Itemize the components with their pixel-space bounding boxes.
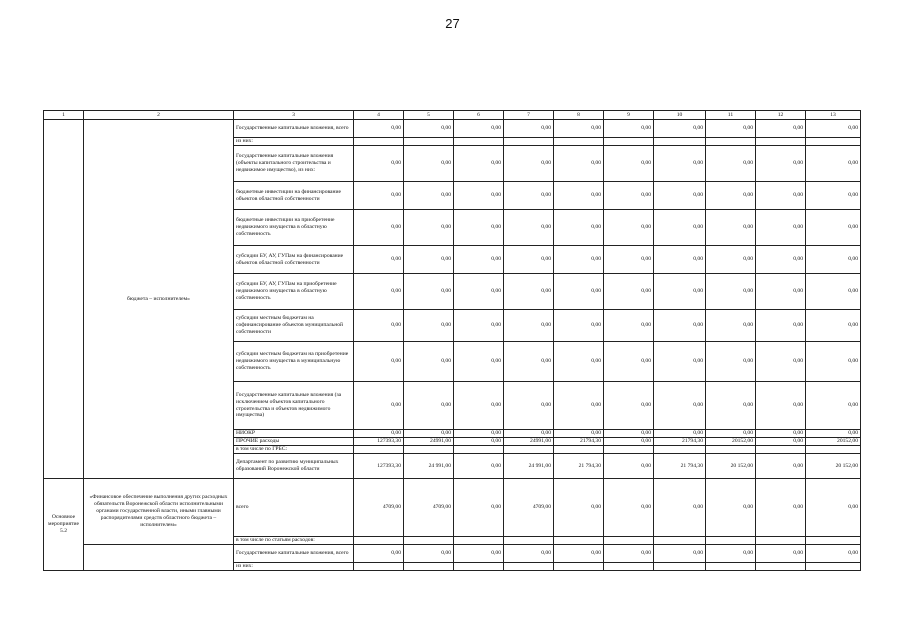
value-cell: 0,00 — [706, 430, 756, 438]
value-cell: 0,00 — [454, 545, 504, 563]
value-cell — [354, 446, 404, 454]
value-cell: 0,00 — [654, 182, 706, 210]
measure-name-cell: «Финансовое обеспечение выполнения других расходных обязательств Воронежской области исполнительными органами государственной власти, иными главными распорядителями средств областного бюджета – исполнителем» — [84, 479, 234, 545]
column-header-1: 1 — [44, 111, 84, 120]
value-cell: 0,00 — [354, 310, 404, 342]
column-header-4: 4 — [354, 111, 404, 120]
value-cell: 0,00 — [706, 120, 756, 138]
value-cell: 0,00 — [654, 545, 706, 563]
value-cell: 0,00 — [806, 479, 861, 537]
value-cell — [756, 537, 806, 545]
value-cell: 0,00 — [354, 342, 404, 382]
value-cell: 0,00 — [354, 182, 404, 210]
value-cell: 0,00 — [554, 310, 604, 342]
expense-label: в том числе по ГРБС: — [234, 446, 354, 454]
value-cell: 0,00 — [604, 246, 654, 274]
value-cell: 0,00 — [706, 210, 756, 246]
value-cell: 0,00 — [706, 182, 756, 210]
value-cell: 21 794,30 — [554, 454, 604, 479]
value-cell: 0,00 — [554, 246, 604, 274]
value-cell — [454, 446, 504, 454]
expense-label: Департамент по развитию муниципальных образований Воронежской области — [234, 454, 354, 479]
value-cell: 0,00 — [454, 274, 504, 310]
value-cell: 20 152,00 — [706, 454, 756, 479]
value-cell: 20152,00 — [806, 438, 861, 446]
value-cell — [404, 138, 454, 146]
expense-label: субсидии местным бюджетам на софинансирование объектов муниципальной собственности — [234, 310, 354, 342]
expense-label: в том числе по статьям расходов: — [234, 537, 354, 545]
value-cell: 0,00 — [554, 479, 604, 537]
value-cell: 0,00 — [504, 342, 554, 382]
value-cell: 0,00 — [504, 545, 554, 563]
value-cell — [504, 563, 554, 571]
value-cell: 0,00 — [706, 274, 756, 310]
value-cell: 0,00 — [706, 382, 756, 430]
value-cell: 0,00 — [654, 146, 706, 182]
value-cell: 0,00 — [756, 545, 806, 563]
value-cell: 0,00 — [504, 210, 554, 246]
value-cell: 127393,30 — [354, 454, 404, 479]
value-cell — [654, 446, 706, 454]
value-cell: 0,00 — [454, 454, 504, 479]
value-cell: 0,00 — [404, 210, 454, 246]
value-cell: 0,00 — [404, 146, 454, 182]
value-cell: 0,00 — [756, 146, 806, 182]
value-cell: 0,00 — [604, 210, 654, 246]
value-cell: 0,00 — [654, 274, 706, 310]
expense-label: из них: — [234, 563, 354, 571]
value-cell — [604, 537, 654, 545]
value-cell: 0,00 — [604, 274, 654, 310]
value-cell — [554, 563, 604, 571]
value-cell: 0,00 — [654, 310, 706, 342]
value-cell: 24991,00 — [404, 438, 454, 446]
value-cell: 20 152,00 — [806, 454, 861, 479]
value-cell: 0,00 — [756, 274, 806, 310]
table-row — [44, 120, 861, 138]
expense-label: бюджетные инвестиции на приобретение недвижимого имущества в областную собственность — [234, 210, 354, 246]
value-cell — [454, 138, 504, 146]
column-header-2: 2 — [84, 111, 234, 120]
column-header-10: 10 — [654, 111, 706, 120]
value-cell: 0,00 — [806, 120, 861, 138]
value-cell: 0,00 — [756, 382, 806, 430]
measure-cell: Основное мероприятие 5.2 — [44, 479, 84, 571]
value-cell: 0,00 — [706, 310, 756, 342]
value-cell — [806, 138, 861, 146]
value-cell — [756, 138, 806, 146]
value-cell: 0,00 — [756, 182, 806, 210]
value-cell: 0,00 — [554, 342, 604, 382]
value-cell: 0,00 — [354, 146, 404, 182]
column-header-9: 9 — [604, 111, 654, 120]
value-cell: 0,00 — [354, 210, 404, 246]
value-cell: 0,00 — [604, 382, 654, 430]
value-cell: 0,00 — [706, 246, 756, 274]
value-cell — [404, 563, 454, 571]
value-cell: 0,00 — [354, 430, 404, 438]
value-cell: 0,00 — [504, 146, 554, 182]
value-cell — [806, 563, 861, 571]
value-cell — [706, 563, 756, 571]
value-cell — [554, 446, 604, 454]
value-cell: 0,00 — [604, 545, 654, 563]
value-cell: 0,00 — [756, 120, 806, 138]
value-cell: 0,00 — [354, 120, 404, 138]
value-cell: 0,00 — [706, 545, 756, 563]
column-header-row — [44, 111, 861, 120]
value-cell: 0,00 — [504, 310, 554, 342]
value-cell: 20152,00 — [706, 438, 756, 446]
value-cell: 0,00 — [756, 430, 806, 438]
value-cell: 0,00 — [706, 479, 756, 537]
value-cell: 0,00 — [504, 274, 554, 310]
value-cell — [706, 138, 756, 146]
value-cell: 0,00 — [454, 146, 504, 182]
value-cell: 0,00 — [806, 246, 861, 274]
expense-label: ПРОЧИЕ расходы — [234, 438, 354, 446]
value-cell: 0,00 — [654, 382, 706, 430]
value-cell: 0,00 — [654, 120, 706, 138]
value-cell — [454, 537, 504, 545]
expense-label: Государственные капитальные вложения, всего — [234, 545, 354, 563]
expense-label: субсидии местным бюджетам на приобретение недвижимого имущества в муниципальную собственность — [234, 342, 354, 382]
value-cell: 0,00 — [604, 430, 654, 438]
column-header-5: 5 — [404, 111, 454, 120]
value-cell: 21794,30 — [554, 438, 604, 446]
column-header-11: 11 — [706, 111, 756, 120]
value-cell: 0,00 — [404, 274, 454, 310]
value-cell — [756, 446, 806, 454]
value-cell: 0,00 — [454, 438, 504, 446]
value-cell: 0,00 — [806, 146, 861, 182]
expense-label: всего — [234, 479, 354, 537]
value-cell: 0,00 — [806, 342, 861, 382]
value-cell: 0,00 — [604, 342, 654, 382]
value-cell: 0,00 — [756, 310, 806, 342]
value-cell: 0,00 — [654, 246, 706, 274]
value-cell: 0,00 — [504, 430, 554, 438]
budget-table — [43, 110, 861, 571]
value-cell: 0,00 — [554, 382, 604, 430]
value-cell: 0,00 — [706, 342, 756, 382]
value-cell — [604, 563, 654, 571]
value-cell: 0,00 — [454, 382, 504, 430]
expense-label: Государственные капитальные вложения (за исключением объектов капитального строительства и объектов недвижимого имущества) — [234, 382, 354, 430]
column-header-7: 7 — [504, 111, 554, 120]
value-cell: 4709,00 — [504, 479, 554, 537]
value-cell — [654, 138, 706, 146]
value-cell: 0,00 — [806, 382, 861, 430]
measure-name-cell: бюджета – исполнителем» — [84, 120, 234, 479]
value-cell: 0,00 — [554, 120, 604, 138]
table-row — [44, 545, 861, 563]
value-cell — [806, 537, 861, 545]
value-cell: 0,00 — [604, 146, 654, 182]
value-cell — [404, 446, 454, 454]
value-cell: 21794,30 — [654, 438, 706, 446]
expense-label: Государственные капитальные вложения, всего — [234, 120, 354, 138]
value-cell: 0,00 — [604, 182, 654, 210]
value-cell: 0,00 — [504, 182, 554, 210]
value-cell: 0,00 — [604, 310, 654, 342]
value-cell: 0,00 — [354, 246, 404, 274]
value-cell — [806, 446, 861, 454]
value-cell: 0,00 — [504, 382, 554, 430]
value-cell: 0,00 — [554, 182, 604, 210]
value-cell: 0,00 — [504, 246, 554, 274]
value-cell — [706, 537, 756, 545]
expense-label: НИОКР — [234, 430, 354, 438]
expense-label: из них: — [234, 138, 354, 146]
value-cell: 0,00 — [654, 210, 706, 246]
column-header-6: 6 — [454, 111, 504, 120]
value-cell: 0,00 — [404, 310, 454, 342]
value-cell — [354, 138, 404, 146]
value-cell: 0,00 — [806, 182, 861, 210]
value-cell: 0,00 — [604, 479, 654, 537]
value-cell: 0,00 — [454, 182, 504, 210]
value-cell — [504, 446, 554, 454]
value-cell: 0,00 — [454, 342, 504, 382]
value-cell: 0,00 — [604, 454, 654, 479]
value-cell — [504, 537, 554, 545]
value-cell: 0,00 — [554, 545, 604, 563]
value-cell: 0,00 — [756, 438, 806, 446]
table-body — [44, 120, 861, 571]
value-cell: 0,00 — [756, 342, 806, 382]
column-header-12: 12 — [756, 111, 806, 120]
value-cell: 0,00 — [604, 438, 654, 446]
value-cell — [654, 537, 706, 545]
measure-name-cell — [84, 545, 234, 571]
value-cell: 0,00 — [454, 430, 504, 438]
value-cell: 0,00 — [354, 274, 404, 310]
measure-cell — [44, 120, 84, 479]
value-cell: 0,00 — [454, 246, 504, 274]
value-cell — [554, 537, 604, 545]
value-cell — [354, 563, 404, 571]
column-header-3: 3 — [234, 111, 354, 120]
value-cell: 24991,00 — [504, 438, 554, 446]
value-cell: 0,00 — [404, 382, 454, 430]
value-cell: 0,00 — [654, 342, 706, 382]
value-cell: 0,00 — [454, 310, 504, 342]
value-cell: 0,00 — [706, 146, 756, 182]
value-cell: 0,00 — [806, 274, 861, 310]
value-cell — [604, 138, 654, 146]
value-cell: 24 991,00 — [404, 454, 454, 479]
table-row — [44, 479, 861, 537]
value-cell: 0,00 — [554, 430, 604, 438]
value-cell: 4709,00 — [354, 479, 404, 537]
expense-label: бюджетные инвестиции на финансирование объектов областной собственности — [234, 182, 354, 210]
expense-label: субсидии БУ, АУ, ГУПам на финансирование объектов областной собственности — [234, 246, 354, 274]
value-cell: 0,00 — [554, 210, 604, 246]
value-cell: 0,00 — [454, 120, 504, 138]
value-cell: 0,00 — [604, 120, 654, 138]
value-cell: 0,00 — [554, 274, 604, 310]
value-cell — [554, 138, 604, 146]
value-cell: 127393,30 — [354, 438, 404, 446]
value-cell: 0,00 — [756, 210, 806, 246]
value-cell: 0,00 — [654, 479, 706, 537]
page-number: 27 — [445, 16, 460, 31]
value-cell: 24 991,00 — [504, 454, 554, 479]
column-header-8: 8 — [554, 111, 604, 120]
value-cell: 0,00 — [404, 342, 454, 382]
column-header-13: 13 — [806, 111, 861, 120]
value-cell — [354, 537, 404, 545]
value-cell — [404, 537, 454, 545]
value-cell: 0,00 — [756, 479, 806, 537]
value-cell: 4709,00 — [404, 479, 454, 537]
value-cell: 0,00 — [404, 120, 454, 138]
value-cell: 0,00 — [554, 146, 604, 182]
value-cell: 0,00 — [354, 545, 404, 563]
value-cell: 0,00 — [806, 210, 861, 246]
value-cell — [454, 563, 504, 571]
value-cell: 0,00 — [504, 120, 554, 138]
value-cell: 21 794,30 — [654, 454, 706, 479]
value-cell: 0,00 — [806, 545, 861, 563]
value-cell: 0,00 — [454, 210, 504, 246]
value-cell — [654, 563, 706, 571]
value-cell — [756, 563, 806, 571]
value-cell: 0,00 — [756, 454, 806, 479]
value-cell — [504, 138, 554, 146]
value-cell: 0,00 — [756, 246, 806, 274]
value-cell: 0,00 — [654, 430, 706, 438]
value-cell: 0,00 — [404, 545, 454, 563]
value-cell: 0,00 — [404, 246, 454, 274]
value-cell: 0,00 — [404, 182, 454, 210]
value-cell — [604, 446, 654, 454]
value-cell: 0,00 — [806, 430, 861, 438]
value-cell: 0,00 — [454, 479, 504, 537]
expense-label: Государственные капитальные вложения (объекты капитального строительства и недвижимое имущество), из них: — [234, 146, 354, 182]
value-cell: 0,00 — [354, 382, 404, 430]
value-cell — [706, 446, 756, 454]
value-cell: 0,00 — [806, 310, 861, 342]
value-cell: 0,00 — [404, 430, 454, 438]
expense-label: субсидии БУ, АУ, ГУПам на приобретение недвижимого имущества в областную собственность — [234, 274, 354, 310]
